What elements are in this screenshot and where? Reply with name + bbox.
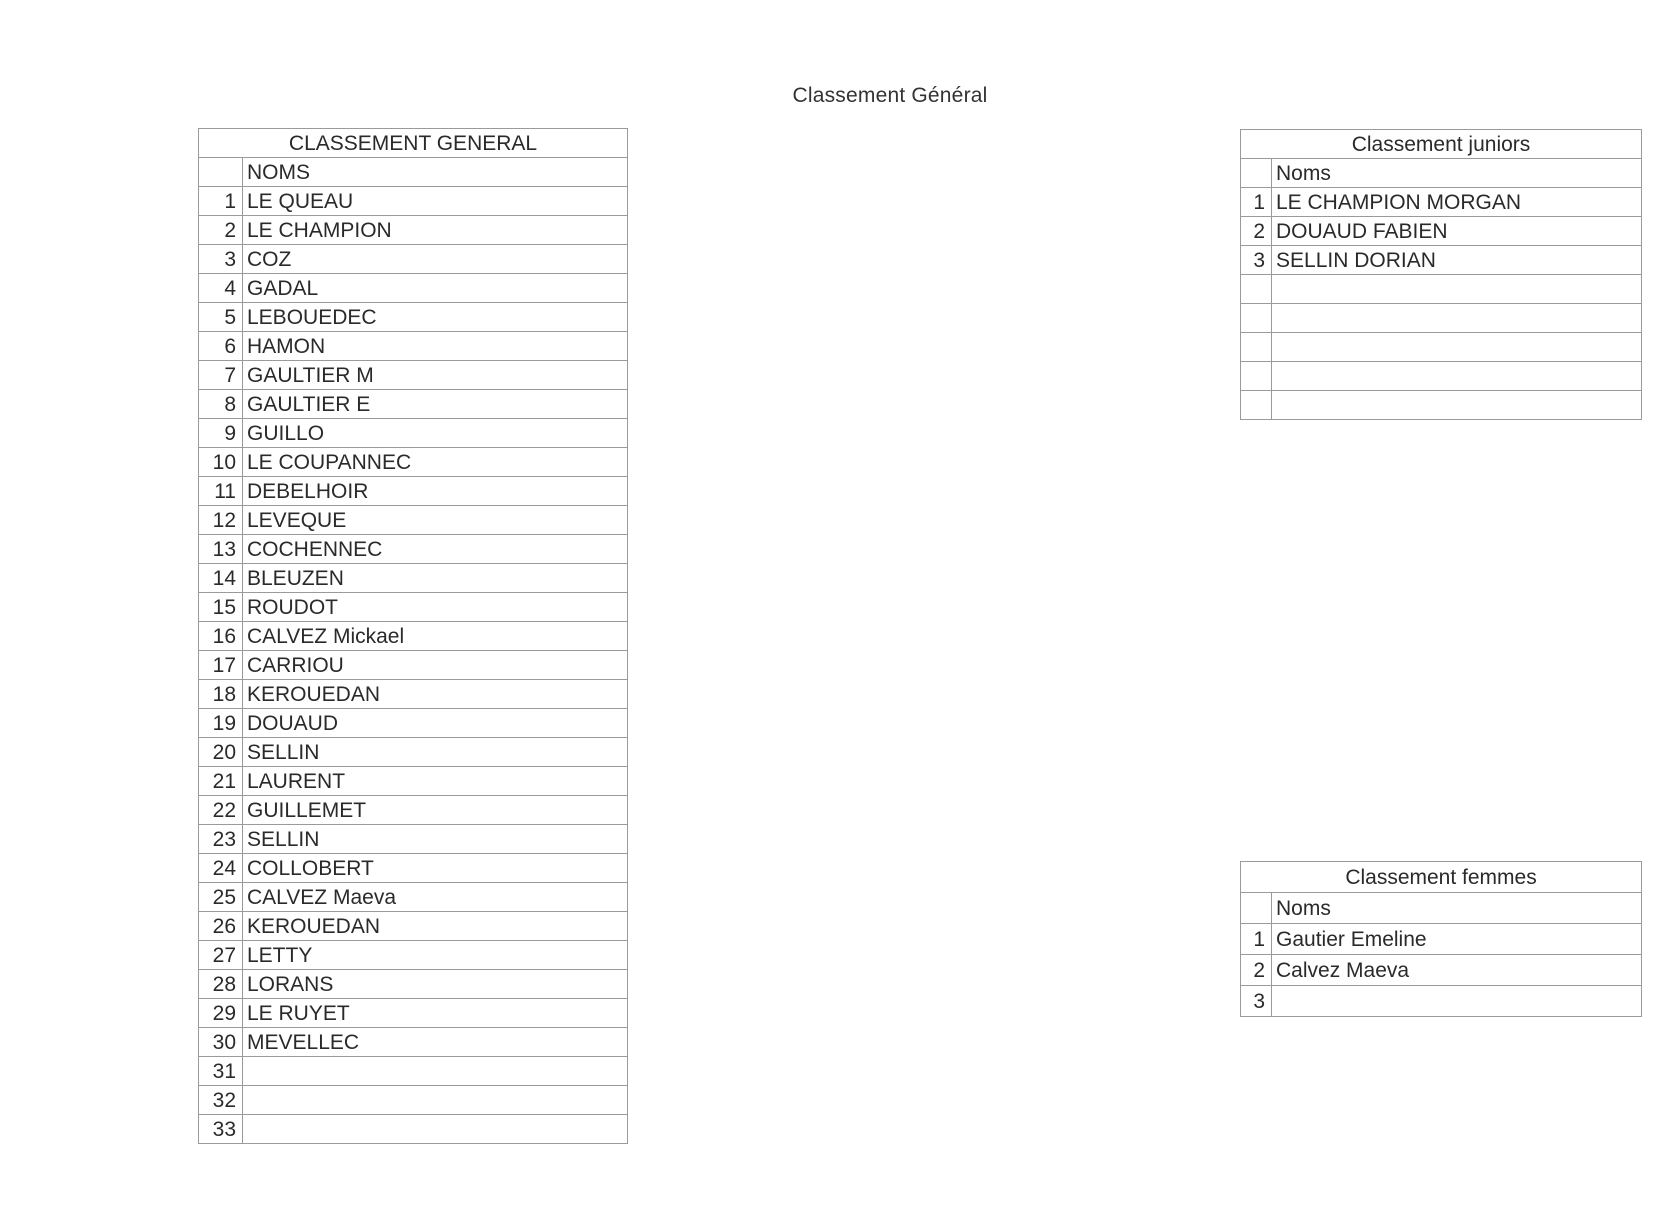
name-cell: KEROUEDAN xyxy=(243,680,628,709)
rank-cell: 6 xyxy=(199,332,243,361)
column-label-row xyxy=(1241,893,1642,924)
table-row xyxy=(1241,246,1642,275)
table-row xyxy=(199,1028,628,1057)
table-row xyxy=(1241,391,1642,420)
table-row xyxy=(199,332,628,361)
rank-cell: 2 xyxy=(199,216,243,245)
rank-cell: 9 xyxy=(199,419,243,448)
name-cell: LORANS xyxy=(243,970,628,999)
name-cell: Gautier Emeline xyxy=(1272,924,1642,955)
rank-cell xyxy=(1241,304,1272,333)
names-column-label: Noms xyxy=(1272,159,1642,188)
table-row xyxy=(199,1115,628,1144)
table-row xyxy=(1241,304,1642,333)
name-cell xyxy=(1272,986,1642,1017)
table-row xyxy=(1241,275,1642,304)
name-cell: DEBELHOIR xyxy=(243,477,628,506)
rank-cell: 12 xyxy=(199,506,243,535)
name-cell: LETTY xyxy=(243,941,628,970)
rank-cell: 24 xyxy=(199,854,243,883)
name-cell: COZ xyxy=(243,245,628,274)
table-header-row xyxy=(199,129,628,158)
juniors-ranking-table xyxy=(1240,129,1642,420)
table-row xyxy=(199,1086,628,1115)
table-row xyxy=(199,419,628,448)
table-row xyxy=(199,245,628,274)
page-title: Classement Général xyxy=(792,84,988,107)
table-row xyxy=(199,361,628,390)
rank-cell: 28 xyxy=(199,970,243,999)
table-row xyxy=(199,999,628,1028)
rank-cell xyxy=(1241,362,1272,391)
name-cell xyxy=(1272,333,1642,362)
name-cell: GADAL xyxy=(243,274,628,303)
rank-cell: 11 xyxy=(199,477,243,506)
name-cell: LE RUYET xyxy=(243,999,628,1028)
name-cell: SELLIN DORIAN xyxy=(1272,246,1642,275)
rank-cell: 30 xyxy=(199,1028,243,1057)
table-row xyxy=(199,883,628,912)
table-row xyxy=(1241,362,1642,391)
names-column-label: NOMS xyxy=(243,158,628,187)
name-cell xyxy=(1272,391,1642,420)
table-row xyxy=(199,274,628,303)
name-cell: HAMON xyxy=(243,332,628,361)
table-row xyxy=(199,738,628,767)
rank-cell: 8 xyxy=(199,390,243,419)
table-row xyxy=(199,448,628,477)
table-row xyxy=(1241,333,1642,362)
column-label-row xyxy=(199,158,628,187)
table-row xyxy=(1241,955,1642,986)
table-header-row xyxy=(1241,862,1642,893)
table-row xyxy=(199,680,628,709)
name-cell xyxy=(1272,304,1642,333)
rank-cell: 1 xyxy=(1241,188,1272,217)
rank-cell: 3 xyxy=(199,245,243,274)
name-cell: LE COUPANNEC xyxy=(243,448,628,477)
rank-cell xyxy=(199,158,243,187)
table-row xyxy=(199,593,628,622)
name-cell: KEROUEDAN xyxy=(243,912,628,941)
rank-cell: 1 xyxy=(1241,924,1272,955)
name-cell xyxy=(1272,362,1642,391)
table-row xyxy=(199,506,628,535)
name-cell: LEVEQUE xyxy=(243,506,628,535)
name-cell: DOUAUD FABIEN xyxy=(1272,217,1642,246)
table-row xyxy=(1241,924,1642,955)
rank-cell: 13 xyxy=(199,535,243,564)
column-label-row xyxy=(1241,159,1642,188)
table-row xyxy=(199,564,628,593)
rank-cell: 4 xyxy=(199,274,243,303)
rank-cell xyxy=(1241,275,1272,304)
rank-cell: 21 xyxy=(199,767,243,796)
name-cell: SELLIN xyxy=(243,825,628,854)
rank-cell: 14 xyxy=(199,564,243,593)
name-cell: DOUAUD xyxy=(243,709,628,738)
rank-cell: 2 xyxy=(1241,217,1272,246)
rank-cell: 26 xyxy=(199,912,243,941)
general-ranking-header: CLASSEMENT GENERAL xyxy=(199,129,628,158)
women-ranking-header: Classement femmes xyxy=(1241,862,1642,893)
rank-cell: 20 xyxy=(199,738,243,767)
rank-cell: 29 xyxy=(199,999,243,1028)
name-cell: LEBOUEDEC xyxy=(243,303,628,332)
rank-cell: 18 xyxy=(199,680,243,709)
table-row xyxy=(199,912,628,941)
rank-cell xyxy=(1241,159,1272,188)
juniors-ranking-header: Classement juniors xyxy=(1241,130,1642,159)
rank-cell: 27 xyxy=(199,941,243,970)
name-cell: COCHENNEC xyxy=(243,535,628,564)
rank-cell: 25 xyxy=(199,883,243,912)
table-row xyxy=(199,216,628,245)
table-row xyxy=(1241,217,1642,246)
name-cell: LE QUEAU xyxy=(243,187,628,216)
name-cell: GAULTIER M xyxy=(243,361,628,390)
name-cell: LE CHAMPION xyxy=(243,216,628,245)
rank-cell: 31 xyxy=(199,1057,243,1086)
rank-cell xyxy=(1241,333,1272,362)
table-row xyxy=(199,535,628,564)
name-cell: COLLOBERT xyxy=(243,854,628,883)
name-cell: MEVELLEC xyxy=(243,1028,628,1057)
name-cell xyxy=(243,1086,628,1115)
name-cell: CALVEZ Mickael xyxy=(243,622,628,651)
women-ranking-table xyxy=(1240,861,1642,1017)
rank-cell: 22 xyxy=(199,796,243,825)
name-cell: GUILLEMET xyxy=(243,796,628,825)
rank-cell: 3 xyxy=(1241,246,1272,275)
rank-cell xyxy=(1241,893,1272,924)
name-cell: LAURENT xyxy=(243,767,628,796)
table-row xyxy=(199,477,628,506)
rank-cell: 2 xyxy=(1241,955,1272,986)
rank-cell xyxy=(1241,391,1272,420)
name-cell xyxy=(243,1057,628,1086)
rank-cell: 15 xyxy=(199,593,243,622)
rank-cell: 3 xyxy=(1241,986,1272,1017)
rank-cell: 19 xyxy=(199,709,243,738)
table-row xyxy=(199,767,628,796)
table-row xyxy=(1241,188,1642,217)
table-row xyxy=(199,941,628,970)
table-row xyxy=(199,1057,628,1086)
rank-cell: 1 xyxy=(199,187,243,216)
general-ranking-table xyxy=(198,128,628,1144)
table-row xyxy=(199,651,628,680)
table-row xyxy=(199,390,628,419)
name-cell: GUILLO xyxy=(243,419,628,448)
rank-cell: 33 xyxy=(199,1115,243,1144)
names-column-label: Noms xyxy=(1272,893,1642,924)
table-row xyxy=(199,825,628,854)
name-cell: BLEUZEN xyxy=(243,564,628,593)
rank-cell: 5 xyxy=(199,303,243,332)
name-cell: CARRIOU xyxy=(243,651,628,680)
table-row xyxy=(199,970,628,999)
rank-cell: 10 xyxy=(199,448,243,477)
table-row xyxy=(199,303,628,332)
rank-cell: 32 xyxy=(199,1086,243,1115)
name-cell: SELLIN xyxy=(243,738,628,767)
rank-cell: 17 xyxy=(199,651,243,680)
rank-cell: 7 xyxy=(199,361,243,390)
table-row xyxy=(199,796,628,825)
rank-cell: 16 xyxy=(199,622,243,651)
table-row xyxy=(199,622,628,651)
name-cell: Calvez Maeva xyxy=(1272,955,1642,986)
name-cell xyxy=(243,1115,628,1144)
table-header-row xyxy=(1241,130,1642,159)
table-row xyxy=(199,187,628,216)
name-cell: GAULTIER E xyxy=(243,390,628,419)
table-row xyxy=(199,854,628,883)
rank-cell: 23 xyxy=(199,825,243,854)
name-cell: CALVEZ Maeva xyxy=(243,883,628,912)
name-cell: ROUDOT xyxy=(243,593,628,622)
name-cell xyxy=(1272,275,1642,304)
table-row xyxy=(1241,986,1642,1017)
name-cell: LE CHAMPION MORGAN xyxy=(1272,188,1642,217)
table-row xyxy=(199,709,628,738)
